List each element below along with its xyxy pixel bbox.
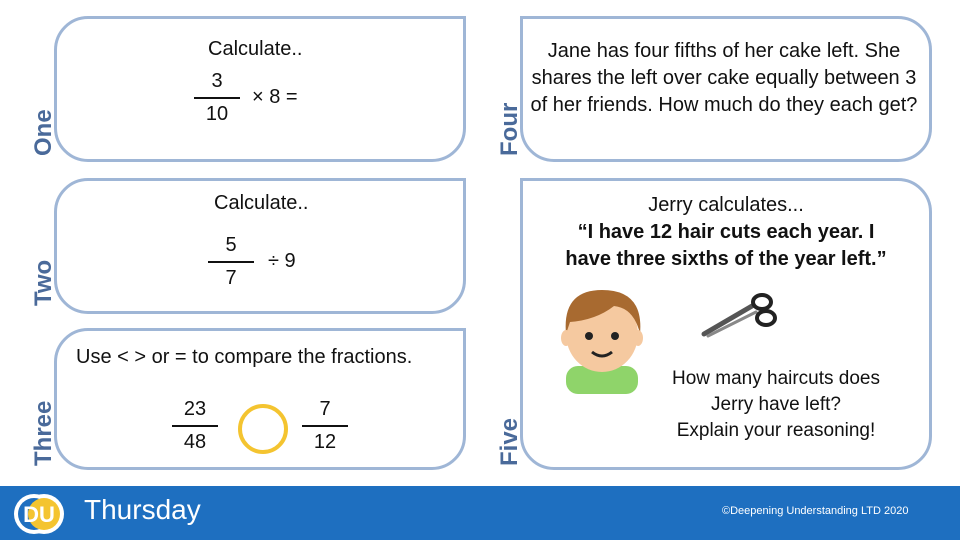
card-one-label: One xyxy=(30,109,57,156)
fraction-denominator: 48 xyxy=(183,431,207,453)
boy-eye-right xyxy=(611,332,619,340)
fraction-denominator: 7 xyxy=(225,267,237,289)
fraction-bar xyxy=(194,97,240,99)
card-five-quote xyxy=(526,192,926,273)
question-line-3: Explain your reasoning! xyxy=(676,420,876,441)
quote-line-1: Jerry calculates... xyxy=(648,194,804,216)
fraction-denominator: 10 xyxy=(205,103,229,125)
boy-eye-left xyxy=(585,332,593,340)
card-two-fraction xyxy=(208,234,254,290)
fraction-numerator: 5 xyxy=(225,234,237,256)
du-logo xyxy=(12,492,66,536)
comparison-answer-circle[interactable] xyxy=(238,404,288,454)
card-three-prompt: Use < > or = to compare the fractions. xyxy=(76,346,413,368)
fraction-bar xyxy=(302,425,348,427)
card-five-question xyxy=(636,366,916,444)
card-five-label: Five xyxy=(496,417,523,466)
question-line-1: How many haircuts does xyxy=(671,368,881,389)
boy-ear-left xyxy=(561,330,571,346)
card-one-fraction xyxy=(194,70,240,126)
logo-text: DU xyxy=(23,502,55,527)
card-two-label: Two xyxy=(30,259,57,306)
quote-line-2: “I have 12 hair cuts each year. I xyxy=(577,221,875,243)
question-line-2: Jerry have left? xyxy=(711,394,841,415)
card-three-left-fraction xyxy=(172,398,218,454)
footer-day: Thursday xyxy=(84,494,201,525)
footer-copyright: ©Deepening Understanding LTD 2020 xyxy=(722,505,909,517)
fraction-denominator: 12 xyxy=(313,431,337,453)
card-one-operation: × 8 = xyxy=(252,86,298,108)
fraction-numerator: 3 xyxy=(211,70,223,92)
fraction-bar xyxy=(208,261,254,263)
card-four-question: Jane has four fifths of her cake left. She shares the left over cake equally between 3 of her friends. How much do they each get? xyxy=(530,40,918,116)
boy-ear-right xyxy=(633,330,643,346)
card-three-right-fraction xyxy=(302,398,348,454)
card-two-prompt: Calculate.. xyxy=(214,192,309,214)
card-four-label: Four xyxy=(496,102,523,156)
fraction-numerator: 23 xyxy=(183,398,207,420)
fraction-numerator: 7 xyxy=(319,398,331,420)
card-one-prompt: Calculate.. xyxy=(208,38,303,60)
card-three-label: Three xyxy=(30,400,57,466)
card-two-operation: ÷ 9 xyxy=(268,250,296,272)
fraction-bar xyxy=(172,425,218,427)
quote-line-3: have three sixths of the year left.” xyxy=(565,248,887,270)
scissors-icon xyxy=(700,290,780,340)
